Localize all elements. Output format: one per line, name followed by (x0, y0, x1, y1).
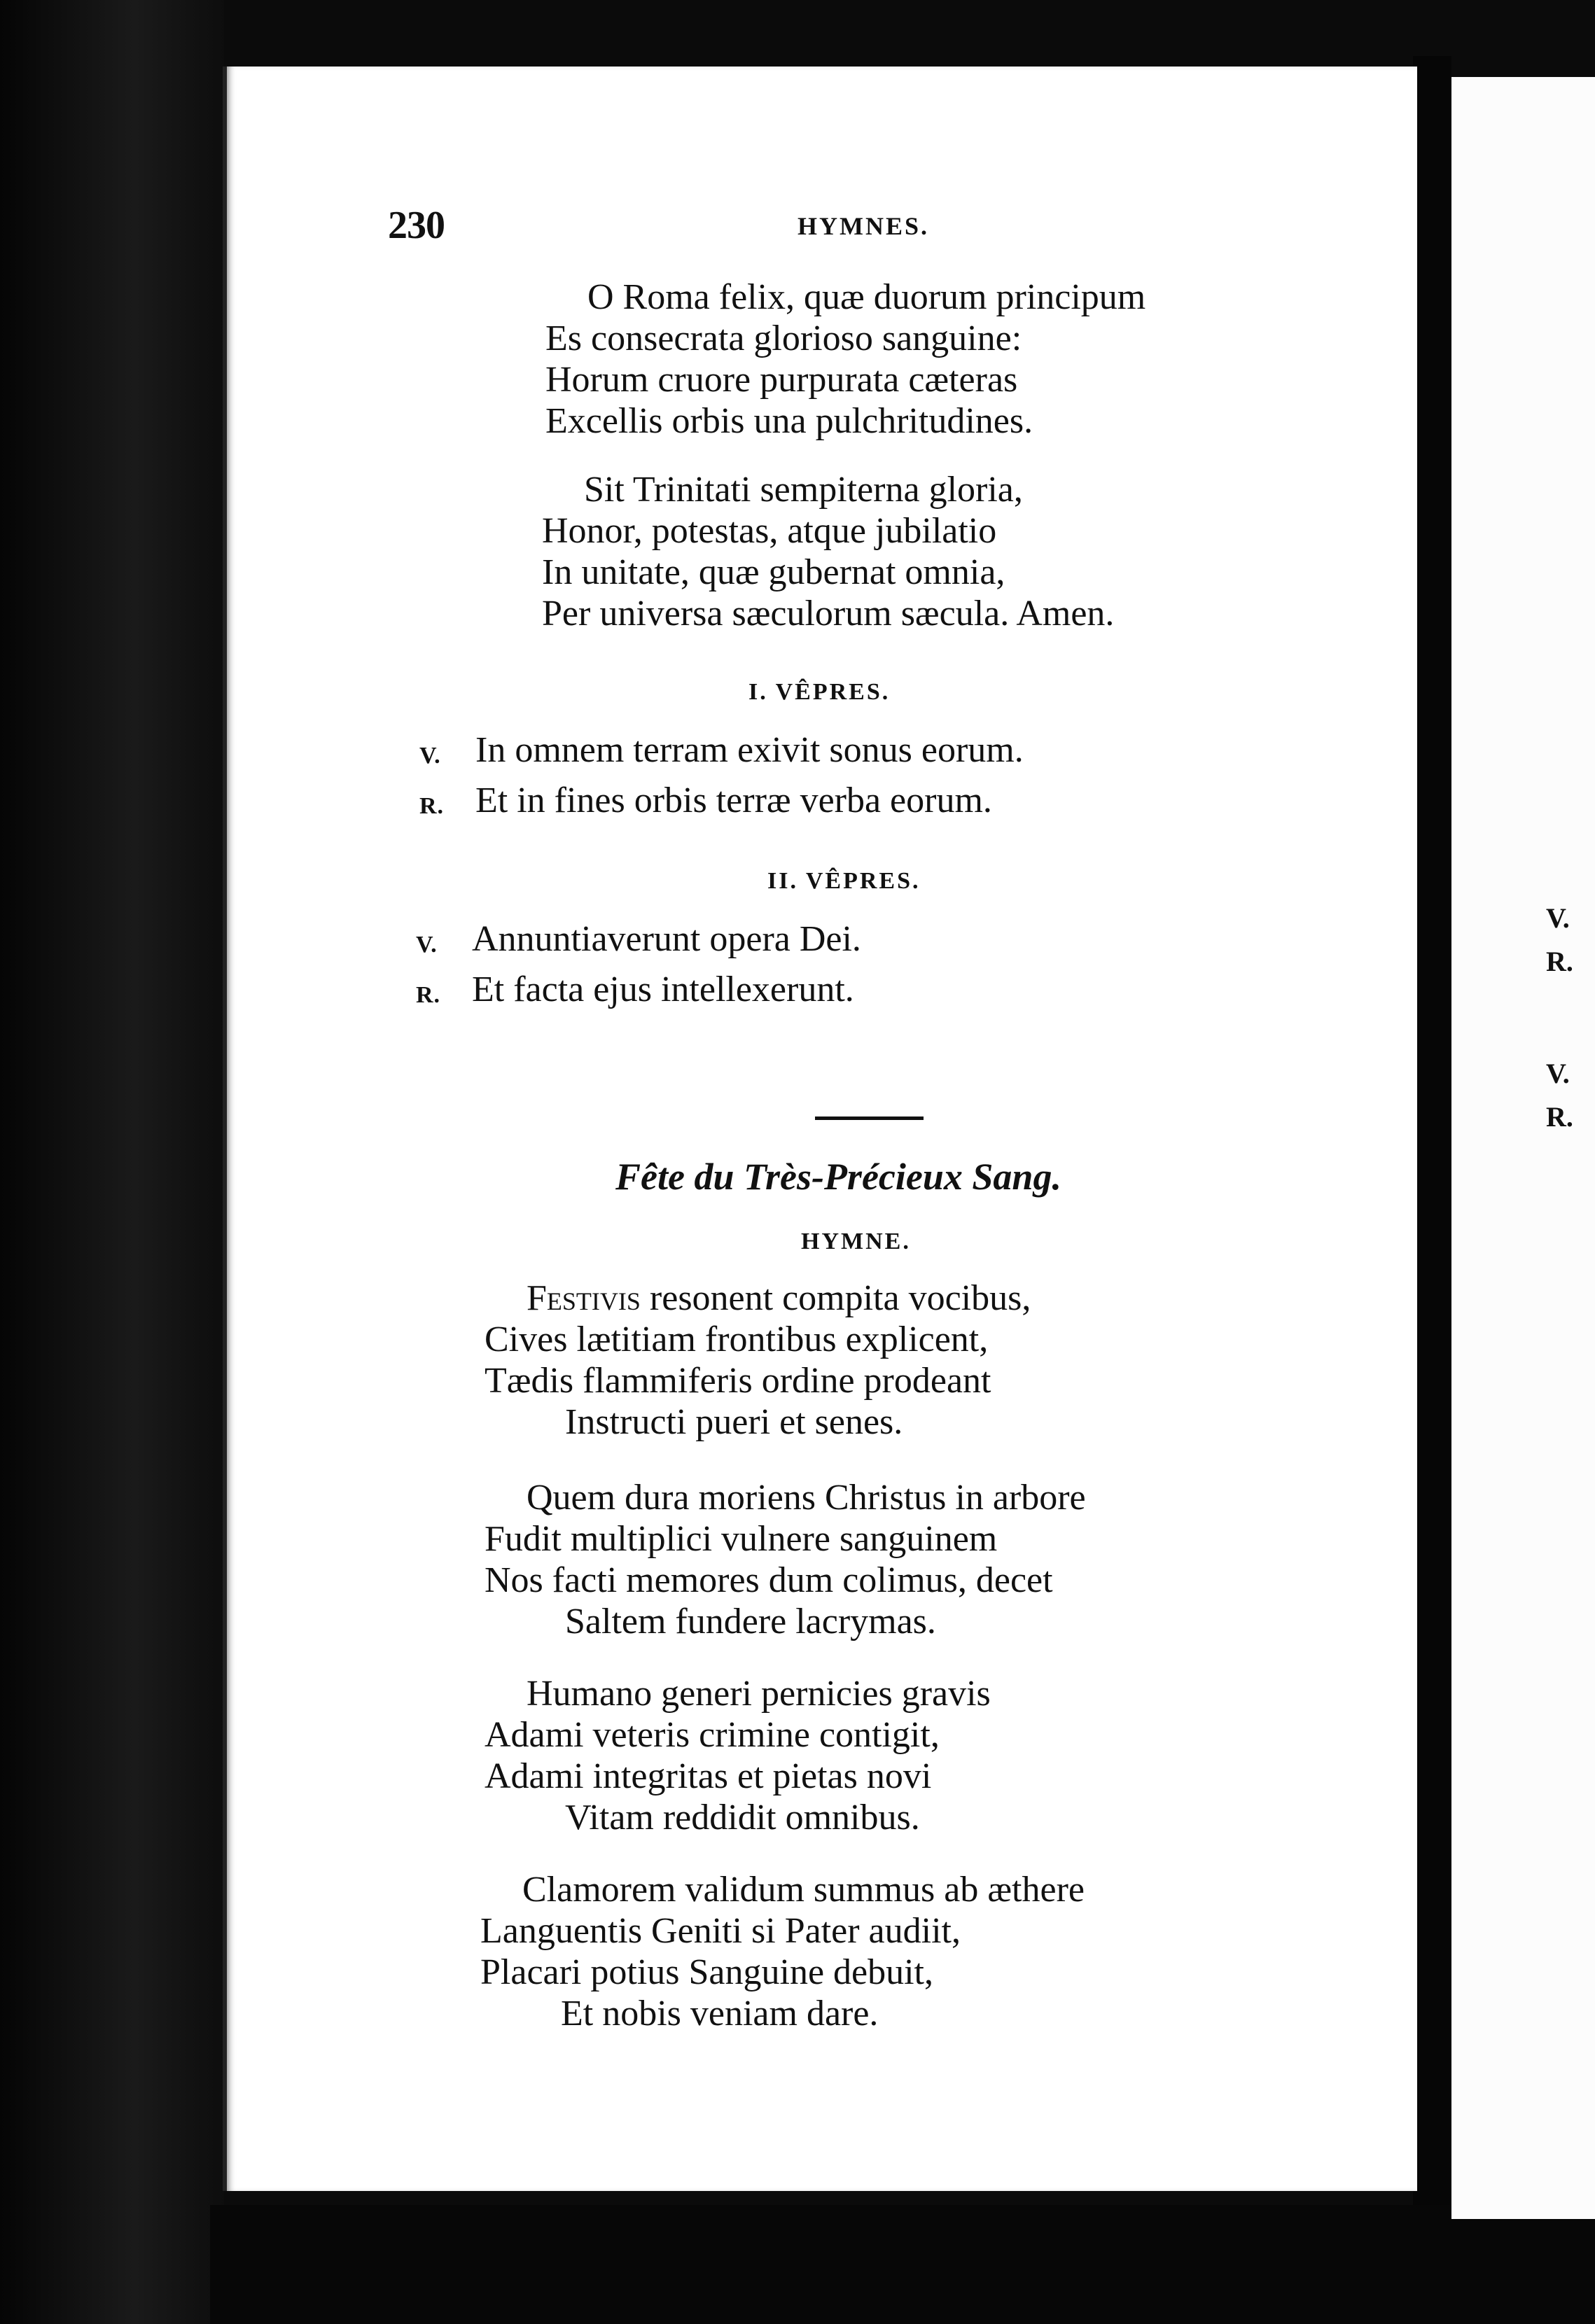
feast-title: Fête du Très-Précieux Sang. (615, 1156, 1061, 1198)
verse-line: Tædis flammiferis ordine prodeant (485, 1361, 991, 1401)
response-text: Et facta ejus intellexerunt. (472, 969, 854, 1009)
verse-line: Nos facti memores dum colimus, decet (485, 1560, 1053, 1600)
verse-line (485, 1278, 1031, 1319)
verse-line: Adami integritas et pietas novi (485, 1756, 932, 1796)
verse-line: Placari potius Sanguine debuit, (480, 1952, 934, 1992)
verse-line: Saltem fundere lacrymas. (565, 1602, 936, 1642)
versicle-text: In omnem terram exivit sonus eorum. (475, 730, 1024, 770)
versicle-mark: V. (419, 743, 441, 769)
verse-line: Excellis orbis una pulchritudines. (545, 401, 1033, 441)
facing-mark: V. (1546, 1058, 1570, 1089)
facing-mark: V. (1546, 902, 1570, 934)
verse-line: Vitam reddidit omnibus. (565, 1798, 920, 1837)
verse-line: Per universa sæculorum sæcula. Amen. (542, 594, 1115, 634)
verse-line: Et nobis veniam dare. (561, 1994, 879, 2033)
hymn-stanza (485, 1477, 1086, 1642)
facing-mark: R. (1546, 1101, 1573, 1133)
section-divider (815, 1116, 924, 1120)
verse-line: Humano generi pernicies gravis (527, 1674, 991, 1714)
hymn-stanza (485, 1278, 1031, 1443)
section-heading: I. VÊPRES. (748, 679, 891, 705)
versicle-text: Annuntiaverunt opera Dei. (472, 919, 861, 959)
response-mark: R. (419, 793, 445, 819)
versicle-mark: V. (416, 932, 438, 958)
response-mark: R. (416, 982, 441, 1008)
verse-line: Honor, potestas, atque jubilatio (542, 511, 997, 551)
scan-bottom-edge (210, 2205, 1595, 2324)
book-page (223, 66, 1417, 2191)
running-head: HYMNES. (798, 212, 930, 240)
versicle-response (416, 917, 861, 1018)
facing-mark: R. (1546, 946, 1573, 977)
verse-line: Cives lætitiam frontibus explicent, (485, 1320, 989, 1359)
page-number: 230 (388, 204, 445, 247)
verse-line: Fudit multiplici vulnere sanguinem (485, 1519, 998, 1559)
verse-line: O Roma felix, quæ duorum principum (587, 277, 1146, 317)
verse-line: In unitate, quæ gubernat omnia, (542, 552, 1005, 592)
hymn-stanza (480, 1869, 1085, 2034)
page-gutter (1413, 56, 1451, 2240)
verse-line: Es consecrata glorioso sanguine: (545, 318, 1022, 358)
stanza (545, 276, 1145, 442)
section-heading: II. VÊPRES. (767, 868, 921, 894)
hymn-heading: HYMNE. (801, 1228, 911, 1254)
versicle-response (419, 728, 1024, 829)
verse-line: Clamorem validum summus ab æthere (522, 1870, 1085, 1910)
facing-page (1451, 77, 1595, 2219)
verse-line: Languentis Geniti si Pater audiit, (480, 1911, 961, 1951)
initial-word: Festivis (527, 1278, 641, 1318)
verse-line-rest: resonent compita vocibus, (640, 1278, 1031, 1318)
hymn-stanza (485, 1673, 991, 1838)
verse-line: Sit Trinitati sempiterna gloria, (584, 470, 1023, 510)
verse-line: Instructi pueri et senes. (565, 1402, 903, 1442)
verse-line: Adami veteris crimine contigit, (485, 1715, 940, 1755)
scan-left-edge (0, 0, 224, 2324)
page-header (227, 203, 1417, 259)
stanza (542, 469, 1114, 634)
verse-line: Horum cruore purpurata cæteras (545, 360, 1018, 400)
response-text: Et in fines orbis terræ verba eorum. (475, 780, 992, 820)
verse-line: Quem dura moriens Christus in arbore (527, 1478, 1086, 1518)
